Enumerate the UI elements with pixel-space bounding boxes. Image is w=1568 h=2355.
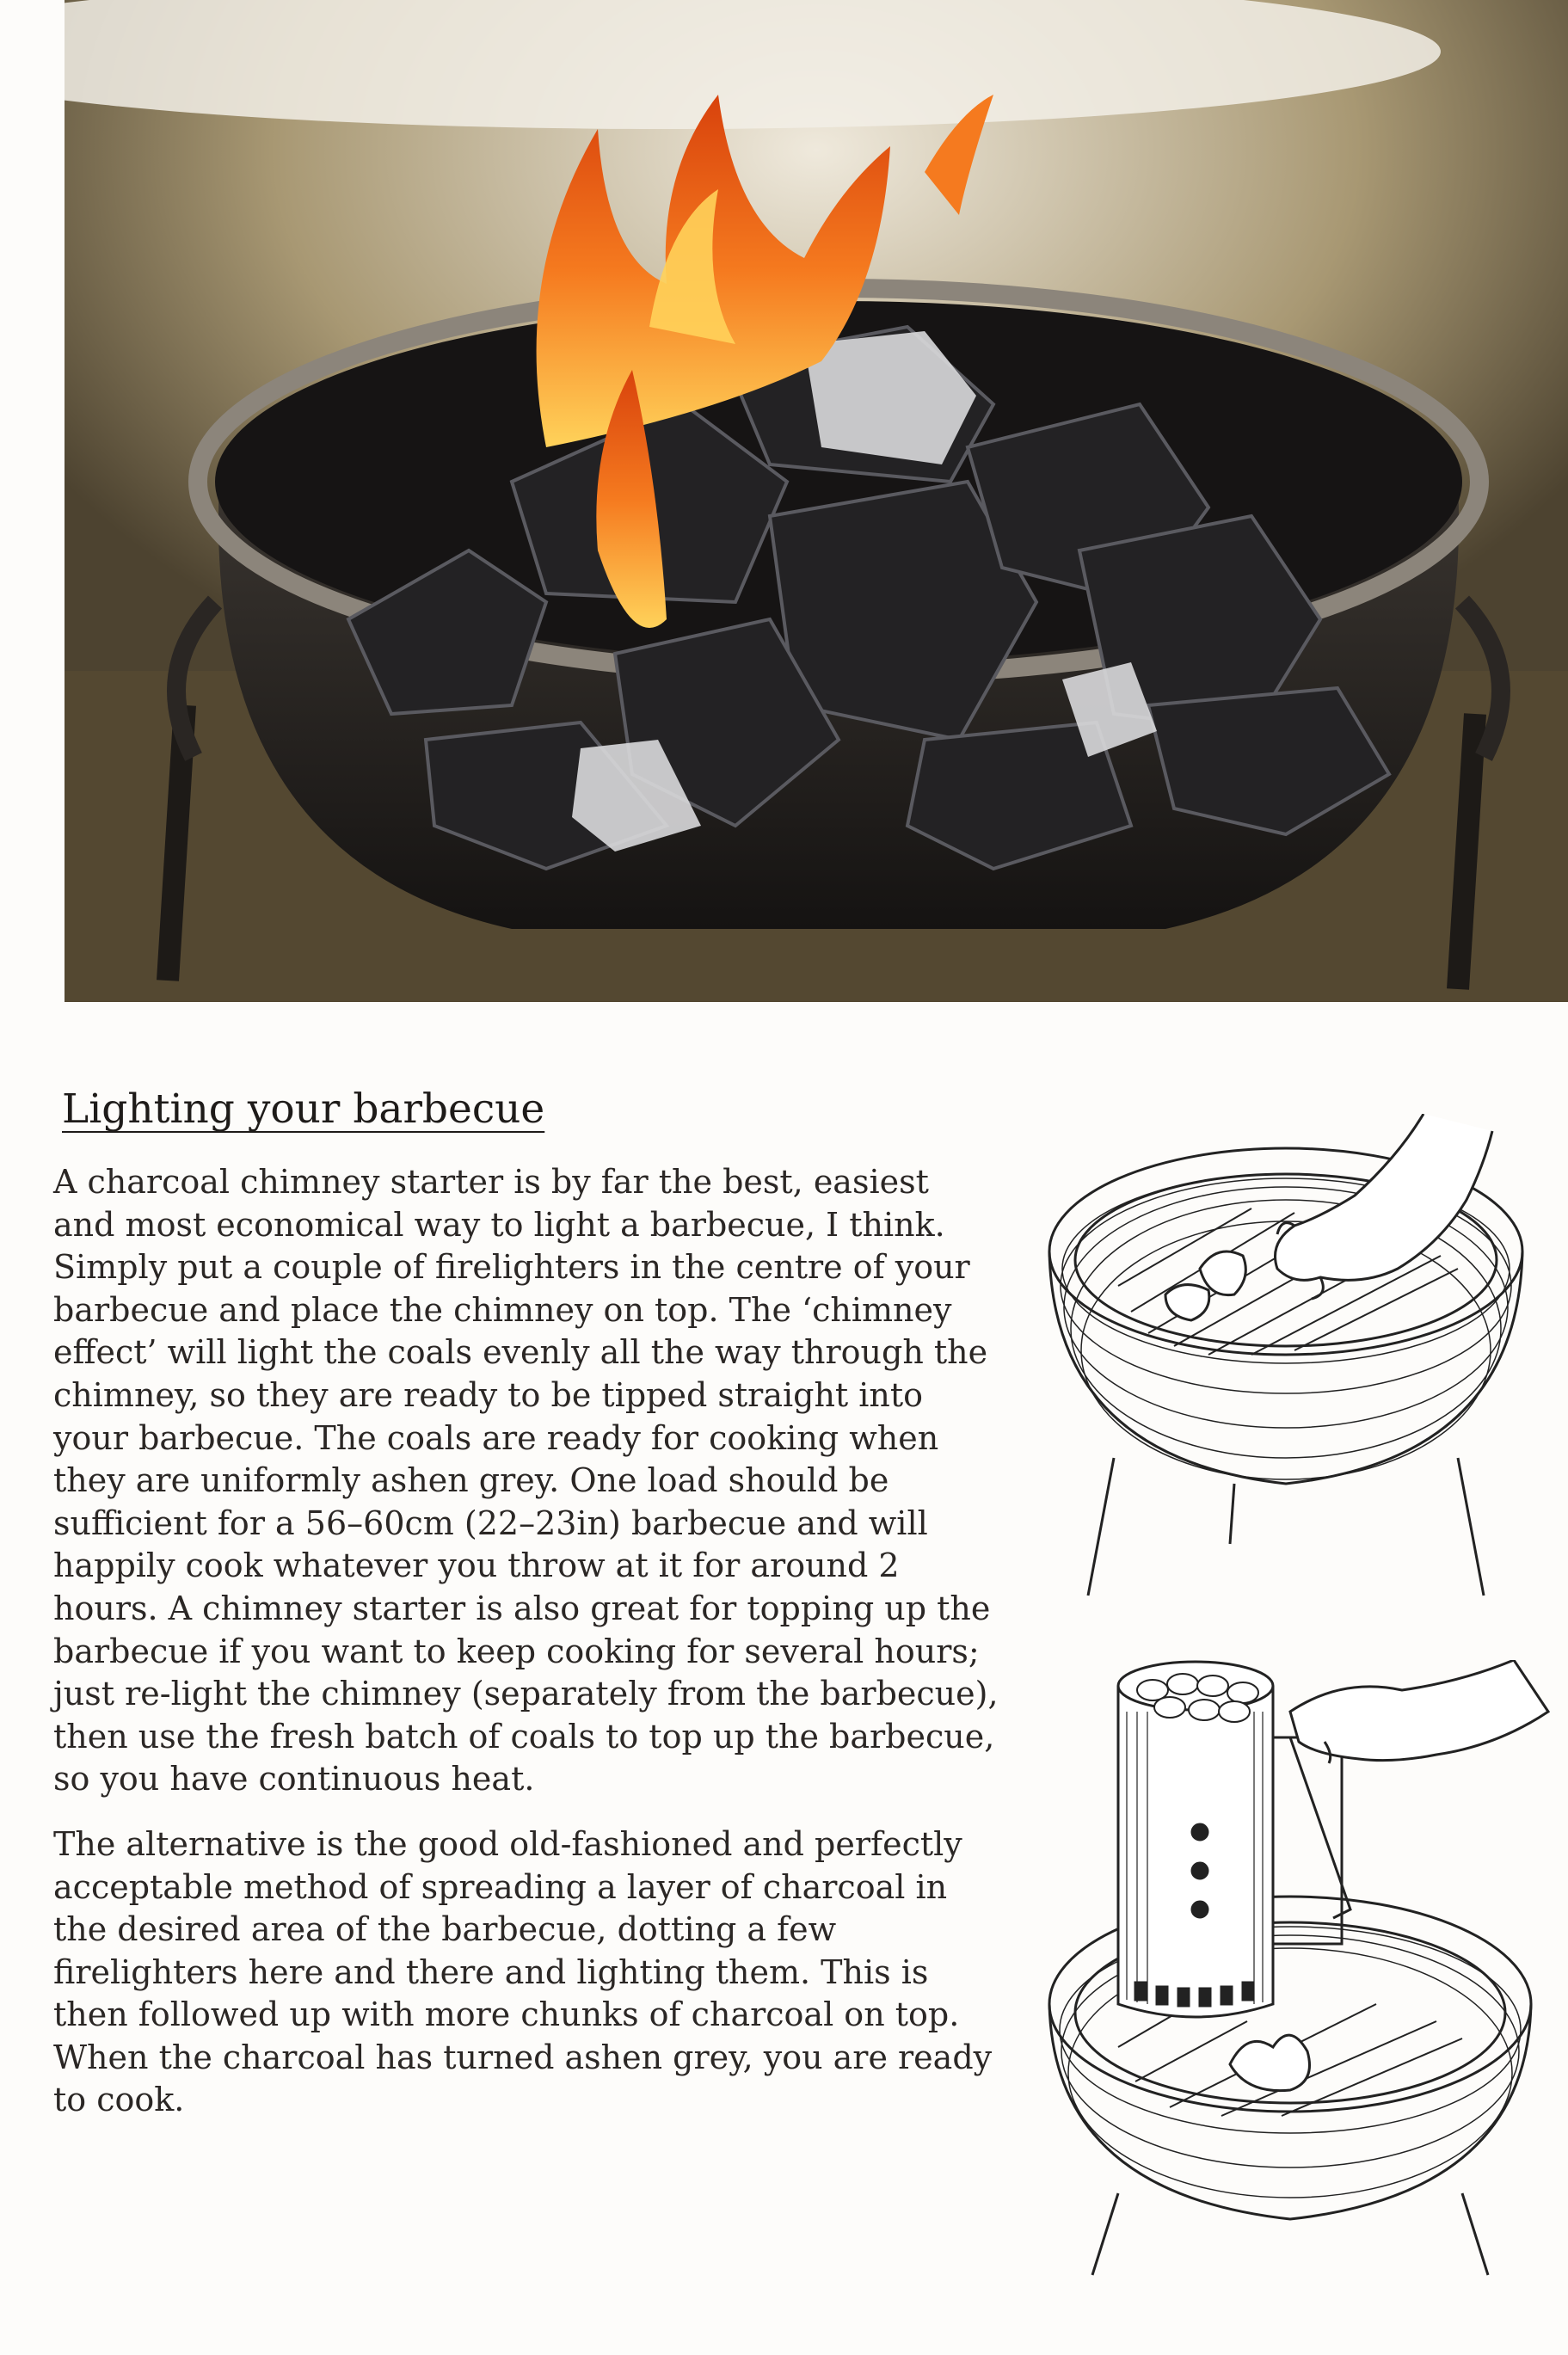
chimney-starter-illustration bbox=[1032, 1660, 1557, 2279]
charcoal-fire-photo bbox=[65, 0, 1568, 1002]
body-text bbox=[53, 1161, 999, 2144]
section-heading: Lighting your barbecue bbox=[62, 1085, 545, 1133]
body-paragraph: The alternative is the good old-fashioned and perfectly acceptable method of spreading a layer of charcoal in the desired area of the barbecue, dotting a few firelighters here and there and lighting them. This is then followed up with more chunks of charcoal on top. When the charcoal has turned ashen grey, you are ready to cook. bbox=[53, 1824, 993, 2119]
body-paragraph: A charcoal chimney starter is by far the best, easiest and most economical way to light a barbecue, I think. Simply put a couple of firelighters in the centre of your barbecue and place the chimney on top. The ‘chimney effect’ will light the coals evenly all the way through the chimney, so they are ready to be tipped straight into your barbecue. The coals are ready for cooking when they are uniformly ashen grey. One load should be sufficient for a 56–60cm (22–23in) barbecue and will happily cook whatever you throw at it for around 2 hours. A chimney starter is also great for topping up the barbecue if you want to keep cooking for several hours; just re-light the chimney (separately from the barbecue), then use the fresh batch of coals to top up the barbecue, so you have continuous heat. bbox=[53, 1163, 999, 1799]
firelighters-in-barbecue-illustration bbox=[1036, 1114, 1535, 1613]
